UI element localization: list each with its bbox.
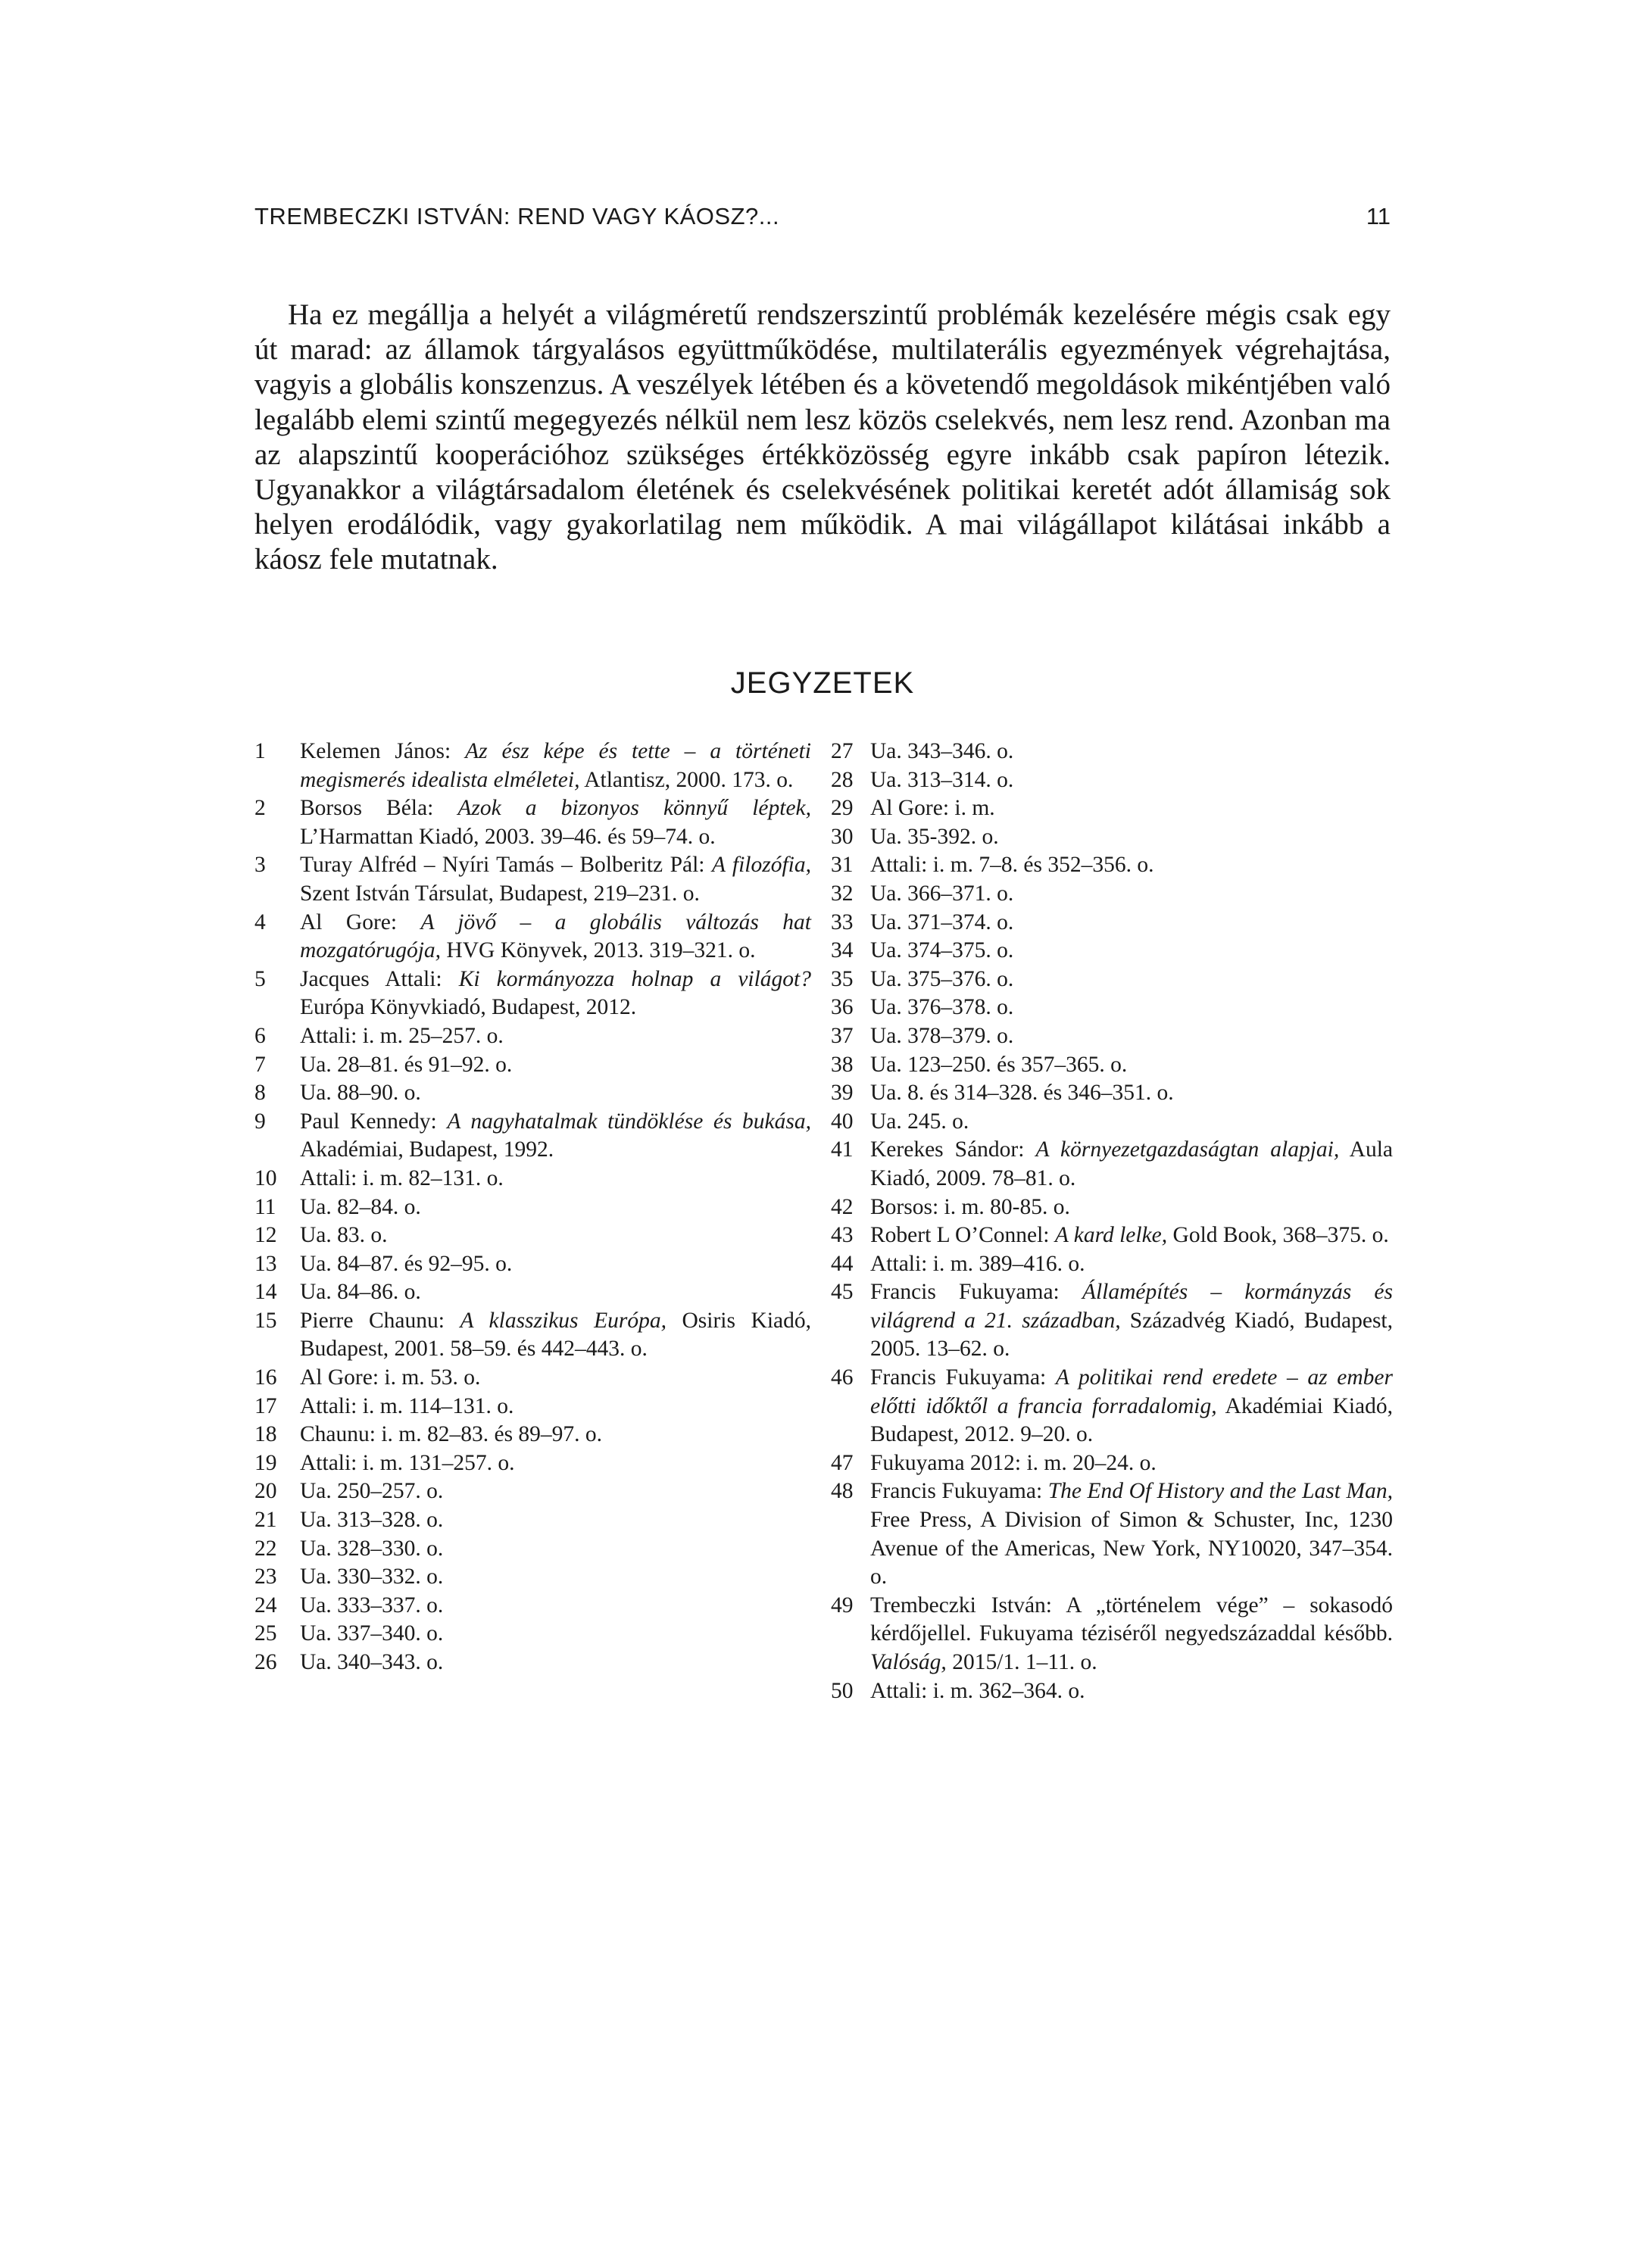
- footnote-number: 44: [831, 1251, 854, 1276]
- footnote-text: [300, 909, 811, 966]
- footnote-number: 49: [831, 1593, 854, 1618]
- footnote-segment: Aula Kiadó, 2009. 78–81. o.: [870, 1137, 1393, 1190]
- footnote-item: [831, 994, 1393, 1022]
- footnote-title: A politikai rend eredete – az ember előtti időktől a francia forradalomig,: [870, 1365, 1393, 1418]
- footnote-title: A környezetgazdaságtan alapjai,: [1035, 1137, 1340, 1162]
- footnote-segment: Borsos: i. m. 80-85. o.: [870, 1194, 1070, 1219]
- footnote-text: [300, 1079, 811, 1108]
- notes-column-right: [831, 738, 1393, 1705]
- footnote-text: [870, 851, 1393, 880]
- footnote-number: 19: [254, 1450, 277, 1475]
- footnote-segment: Ua. 378–379. o.: [870, 1023, 1014, 1048]
- footnote-segment: Ua. 313–328. o.: [300, 1508, 444, 1533]
- footnote-item: [254, 1278, 811, 1307]
- body-paragraph: Ha ez megállja a helyét a világméretű rendszerszintű problémák kezelésére mégis csak egy út marad: az államok tárgyalásos együttműködése, multilaterális egyezmények végrehajtása, vagyis a globális konszenzus. A veszélyek létében és a követendő megoldások mikéntjében való legalább elemi szintű megegyezés nélkül nem lesz közös cselekvés, nem lesz rend. Azonban ma az alapszintű kooperációhoz szükséges értékközösség egyre inkább csak papíron létezik. Ugyanakkor a világtársadalom életének és cselekvésének politikai keretét adót államiság sok helyen erodálódik, vagy gyakorlatilag nem működik. A mai világállapot kilátásai inkább a káosz fele mutatnak.: [254, 298, 1391, 576]
- footnote-segment: Osiris Kiadó, Budapest, 2001. 58–59. és 442–443. o.: [300, 1308, 811, 1362]
- footnote-text: [300, 1250, 811, 1279]
- footnote-segment: Ua. 250–257. o.: [300, 1479, 444, 1504]
- footnote-number: 28: [831, 767, 854, 792]
- footnote-item: [254, 1620, 811, 1649]
- footnote-number: 37: [831, 1023, 854, 1048]
- footnote-text: [300, 1620, 811, 1649]
- footnote-number: 31: [831, 853, 854, 878]
- footnote-text: [300, 1449, 811, 1478]
- footnote-number: 48: [831, 1479, 854, 1504]
- footnote-item: [254, 1477, 811, 1506]
- footnote-number: 7: [254, 1052, 266, 1077]
- notes-column-left: [254, 738, 811, 1677]
- footnote-text: [870, 1250, 1393, 1279]
- footnote-text: [300, 1193, 811, 1222]
- footnote-segment: Turay Alfréd – Nyíri Tamás – Bolberitz Pál:: [300, 853, 712, 878]
- footnote-number: 40: [831, 1109, 854, 1134]
- footnote-item: [831, 1364, 1393, 1449]
- footnote-text: [300, 1307, 811, 1364]
- page-number: 11: [1366, 203, 1391, 229]
- footnote-number: 20: [254, 1479, 277, 1504]
- footnote-segment: Ua. 343–346. o.: [870, 739, 1014, 763]
- footnote-number: 42: [831, 1194, 854, 1219]
- footnote-number: 15: [254, 1308, 277, 1333]
- footnote-title: Azok a bizonyos könnyű léptek,: [457, 796, 812, 821]
- footnote-item: [254, 1051, 811, 1080]
- footnote-title: Államépítés – kormányzás és világrend a 21. században,: [870, 1280, 1393, 1333]
- footnote-number: 47: [831, 1450, 854, 1475]
- running-head: TREMBECZKI ISTVÁN: REND VAGY KÁOSZ?...: [254, 203, 780, 229]
- footnote-item: [831, 794, 1393, 823]
- footnote-text: [300, 851, 811, 908]
- footnote-item: [254, 1535, 811, 1564]
- footnote-segment: Ua. 337–340. o.: [300, 1621, 444, 1646]
- footnote-segment: Attali: i. m. 131–257. o.: [300, 1450, 515, 1475]
- footnote-number: 17: [254, 1393, 277, 1418]
- footnote-segment: Ua. 123–250. és 357–365. o.: [870, 1052, 1128, 1077]
- footnote-text: [870, 966, 1393, 994]
- footnote-title: The End Of History and the Last Man,: [1047, 1479, 1393, 1504]
- footnote-number: 26: [254, 1650, 277, 1674]
- footnote-segment: Ua. 375–376. o.: [870, 966, 1014, 991]
- footnote-item: [254, 1364, 811, 1393]
- footnote-number: 22: [254, 1536, 277, 1561]
- footnote-segment: Ua. 340–343. o.: [300, 1650, 444, 1674]
- footnote-segment: Ua. 35-392. o.: [870, 824, 999, 849]
- footnote-segment: Borsos Béla:: [300, 796, 458, 821]
- footnote-segment: Ua. 245. o.: [870, 1109, 969, 1134]
- footnote-text: [300, 1393, 811, 1421]
- footnote-segment: Attali: i. m. 82–131. o.: [300, 1165, 504, 1190]
- footnote-title: A nagyhatalmak tündöklése és bukása,: [447, 1109, 811, 1134]
- footnote-segment: Ua. 84–87. és 92–95. o.: [300, 1251, 513, 1276]
- footnote-text: [870, 994, 1393, 1022]
- footnote-segment: Európa Könyvkiadó, Budapest, 2012.: [300, 995, 637, 1020]
- footnote-segment: Ua. 83. o.: [300, 1223, 388, 1248]
- footnote-item: [254, 1649, 811, 1677]
- footnote-item: [254, 1393, 811, 1421]
- footnote-text: [300, 1535, 811, 1564]
- footnote-item: [254, 794, 811, 851]
- footnote-number: 6: [254, 1023, 266, 1048]
- footnote-title: A kard lelke,: [1054, 1223, 1168, 1248]
- footnote-segment: Századvég Kiadó, Budapest, 2005. 13–62. o.: [870, 1308, 1393, 1362]
- footnote-text: [870, 766, 1393, 795]
- footnote-item: [831, 851, 1393, 880]
- footnote-text: [300, 794, 811, 851]
- footnote-segment: Ua. 313–314. o.: [870, 767, 1014, 792]
- footnote-title: Valóság,: [870, 1650, 947, 1674]
- footnote-segment: Ua. 82–84. o.: [300, 1194, 421, 1219]
- footnote-text: [300, 1477, 811, 1506]
- footnote-text: [870, 909, 1393, 937]
- footnote-item: [254, 1563, 811, 1592]
- footnote-number: 35: [831, 966, 854, 991]
- footnote-segment: L’Harmattan Kiadó, 2003. 39–46. és 59–74. o.: [300, 824, 716, 849]
- footnote-segment: Attali: i. m. 7–8. és 352–356. o.: [870, 853, 1154, 878]
- footnote-segment: Al Gore: i. m. 53. o.: [300, 1365, 481, 1390]
- footnote-text: [870, 1079, 1393, 1108]
- footnote-number: 36: [831, 995, 854, 1020]
- footnote-segment: Kelemen János:: [300, 739, 466, 763]
- footnote-segment: Fukuyama 2012: i. m. 20–24. o.: [870, 1450, 1157, 1475]
- footnote-segment: Akadémiai, Budapest, 1992.: [300, 1137, 554, 1162]
- footnote-number: 4: [254, 909, 266, 934]
- footnote-text: [870, 1449, 1393, 1478]
- footnote-item: [831, 1449, 1393, 1478]
- footnote-item: [831, 738, 1393, 766]
- footnote-text: [870, 1136, 1393, 1193]
- footnote-item: [831, 1278, 1393, 1364]
- footnote-segment: Al Gore: i. m.: [870, 796, 995, 821]
- footnote-title: A jövő – a globális változás hat mozgatórugója,: [300, 909, 811, 963]
- footnote-number: 46: [831, 1365, 854, 1390]
- footnote-number: 34: [831, 938, 854, 963]
- footnote-item: [831, 1221, 1393, 1250]
- footnote-segment: Attali: i. m. 389–416. o.: [870, 1251, 1085, 1276]
- footnote-number: 10: [254, 1165, 277, 1190]
- footnote-item: [254, 909, 811, 966]
- footnote-number: 32: [831, 881, 854, 906]
- footnote-item: [831, 823, 1393, 852]
- footnote-item: [254, 1108, 811, 1165]
- footnote-number: 2: [254, 796, 266, 821]
- footnote-text: [300, 1506, 811, 1535]
- footnote-segment: Robert L O’Connel:: [870, 1223, 1055, 1248]
- footnote-segment: Francis Fukuyama:: [870, 1479, 1048, 1504]
- footnote-number: 18: [254, 1422, 277, 1447]
- footnote-text: [870, 1051, 1393, 1080]
- footnote-number: 14: [254, 1280, 277, 1305]
- footnote-segment: Jacques Attali:: [300, 966, 459, 991]
- footnote-text: [300, 1051, 811, 1080]
- footnote-number: 5: [254, 966, 266, 991]
- footnote-number: 21: [254, 1508, 277, 1533]
- footnote-number: 43: [831, 1223, 854, 1248]
- notes-heading: JEGYZETEK: [730, 666, 915, 700]
- footnote-item: [831, 1677, 1393, 1706]
- footnote-item: [254, 1506, 811, 1535]
- footnote-segment: HVG Könyvek, 2013. 319–321. o.: [441, 938, 756, 963]
- footnote-item: [831, 1108, 1393, 1137]
- footnote-text: [300, 1221, 811, 1250]
- footnote-number: 24: [254, 1593, 277, 1618]
- footnote-number: 13: [254, 1251, 277, 1276]
- footnote-segment: Ua. 371–374. o.: [870, 909, 1014, 934]
- footnote-text: [870, 937, 1393, 966]
- footnote-text: [870, 1677, 1393, 1706]
- footnote-number: 33: [831, 909, 854, 934]
- footnote-item: [254, 1022, 811, 1051]
- footnote-segment: 2015/1. 1–11. o.: [946, 1650, 1097, 1674]
- footnote-item: [831, 1477, 1393, 1591]
- footnote-item: [831, 1051, 1393, 1080]
- footnote-text: [870, 1477, 1393, 1591]
- footnote-number: 27: [831, 739, 854, 763]
- footnote-number: 39: [831, 1081, 854, 1106]
- footnote-text: [300, 1364, 811, 1393]
- footnote-segment: Ua. 84–86. o.: [300, 1280, 421, 1305]
- footnote-segment: Ua. 374–375. o.: [870, 938, 1014, 963]
- footnote-item: [254, 1421, 811, 1449]
- footnote-segment: Atlantisz, 2000. 173. o.: [579, 767, 794, 792]
- footnote-item: [831, 1592, 1393, 1677]
- footnote-item: [831, 1022, 1393, 1051]
- footnote-segment: Free Press, A Division of Simon & Schuster, Inc, 1230 Avenue of the Americas, New York, NY10020, 347–354. o.: [870, 1508, 1393, 1589]
- footnote-item: [831, 880, 1393, 909]
- footnote-item: [254, 738, 811, 794]
- footnote-segment: Szent István Társulat, Budapest, 219–231. o.: [300, 881, 700, 906]
- footnote-text: [870, 1364, 1393, 1449]
- footnote-item: [831, 937, 1393, 966]
- footnote-segment: Francis Fukuyama:: [870, 1365, 1056, 1390]
- footnote-number: 9: [254, 1109, 266, 1134]
- footnote-text: [870, 823, 1393, 852]
- footnote-number: 12: [254, 1223, 277, 1248]
- footnote-item: [831, 909, 1393, 937]
- footnote-item: [254, 1193, 811, 1222]
- footnote-number: 8: [254, 1081, 266, 1106]
- footnote-item: [831, 966, 1393, 994]
- footnote-segment: Trembeczki István: A „történelem vége” – sokasodó kérdőjellel. Fukuyama téziséről negyedszázaddal később.: [870, 1593, 1393, 1646]
- footnote-item: [254, 851, 811, 908]
- footnote-item: [831, 1079, 1393, 1108]
- footnote-segment: Paul Kennedy:: [300, 1109, 448, 1134]
- footnote-segment: Kerekes Sándor:: [870, 1137, 1036, 1162]
- footnote-segment: Attali: i. m. 114–131. o.: [300, 1393, 514, 1418]
- footnote-text: [300, 1592, 811, 1621]
- footnote-text: [300, 1421, 811, 1449]
- footnote-number: 29: [831, 796, 854, 821]
- footnote-text: [870, 794, 1393, 823]
- footnote-item: [254, 1221, 811, 1250]
- footnote-item: [254, 1449, 811, 1478]
- footnote-number: 11: [254, 1194, 276, 1219]
- footnote-number: 30: [831, 824, 854, 849]
- footnote-number: 45: [831, 1280, 854, 1305]
- footnote-text: [870, 1108, 1393, 1137]
- footnote-segment: Chaunu: i. m. 82–83. és 89–97. o.: [300, 1422, 603, 1447]
- footnote-item: [831, 1250, 1393, 1279]
- footnote-text: [300, 738, 811, 794]
- footnote-segment: Francis Fukuyama:: [870, 1280, 1082, 1305]
- footnote-item: [831, 766, 1393, 795]
- footnote-text: [870, 1221, 1393, 1250]
- footnote-title: A filozófia,: [711, 853, 811, 878]
- footnote-number: 41: [831, 1137, 854, 1162]
- footnote-segment: Ua. 88–90. o.: [300, 1081, 421, 1106]
- footnote-text: [300, 1649, 811, 1677]
- footnote-number: 23: [254, 1565, 277, 1589]
- footnote-text: [870, 880, 1393, 909]
- footnote-number: 1: [254, 739, 266, 763]
- footnote-text: [300, 1165, 811, 1193]
- footnote-segment: Ua. 328–330. o.: [300, 1536, 444, 1561]
- footnote-text: [870, 738, 1393, 766]
- footnote-segment: Akadémiai Kiadó, Budapest, 2012. 9–20. o.: [870, 1393, 1393, 1447]
- footnote-number: 25: [254, 1621, 277, 1646]
- footnote-text: [300, 1563, 811, 1592]
- footnote-text: [300, 1108, 811, 1165]
- footnote-title: Ki kormányozza holnap a világot?: [458, 966, 811, 991]
- footnote-item: [254, 1592, 811, 1621]
- footnote-segment: Al Gore:: [300, 909, 421, 934]
- footnote-number: 50: [831, 1678, 854, 1703]
- footnote-segment: Ua. 28–81. és 91–92. o.: [300, 1052, 513, 1077]
- footnote-text: [870, 1592, 1393, 1677]
- footnote-item: [254, 966, 811, 1022]
- footnote-number: 3: [254, 853, 266, 878]
- footnote-text: [870, 1022, 1393, 1051]
- footnote-segment: Ua. 376–378. o.: [870, 995, 1014, 1020]
- footnote-title: Az ész képe és tette – a történeti megismerés idealista elméletei,: [300, 739, 811, 792]
- footnote-item: [831, 1193, 1393, 1222]
- footnote-number: 38: [831, 1052, 854, 1077]
- footnote-text: [300, 966, 811, 1022]
- footnote-segment: Ua. 8. és 314–328. és 346–351. o.: [870, 1081, 1174, 1106]
- footnote-title: A klasszikus Európa,: [460, 1308, 666, 1333]
- footnote-item: [254, 1165, 811, 1193]
- footnote-item: [254, 1079, 811, 1108]
- footnote-segment: Ua. 333–337. o.: [300, 1593, 444, 1618]
- footnote-segment: Gold Book, 368–375. o.: [1167, 1223, 1389, 1248]
- footnote-segment: Ua. 330–332. o.: [300, 1565, 444, 1589]
- footnote-item: [831, 1136, 1393, 1193]
- footnote-segment: Attali: i. m. 362–364. o.: [870, 1678, 1085, 1703]
- footnote-segment: Attali: i. m. 25–257. o.: [300, 1023, 504, 1048]
- footnote-text: [300, 1022, 811, 1051]
- footnote-segment: Ua. 366–371. o.: [870, 881, 1014, 906]
- footnote-segment: Pierre Chaunu:: [300, 1308, 460, 1333]
- footnote-number: 16: [254, 1365, 277, 1390]
- footnote-item: [254, 1307, 811, 1364]
- footnote-text: [870, 1278, 1393, 1364]
- footnote-item: [254, 1250, 811, 1279]
- footnote-text: [870, 1193, 1393, 1222]
- footnote-text: [300, 1278, 811, 1307]
